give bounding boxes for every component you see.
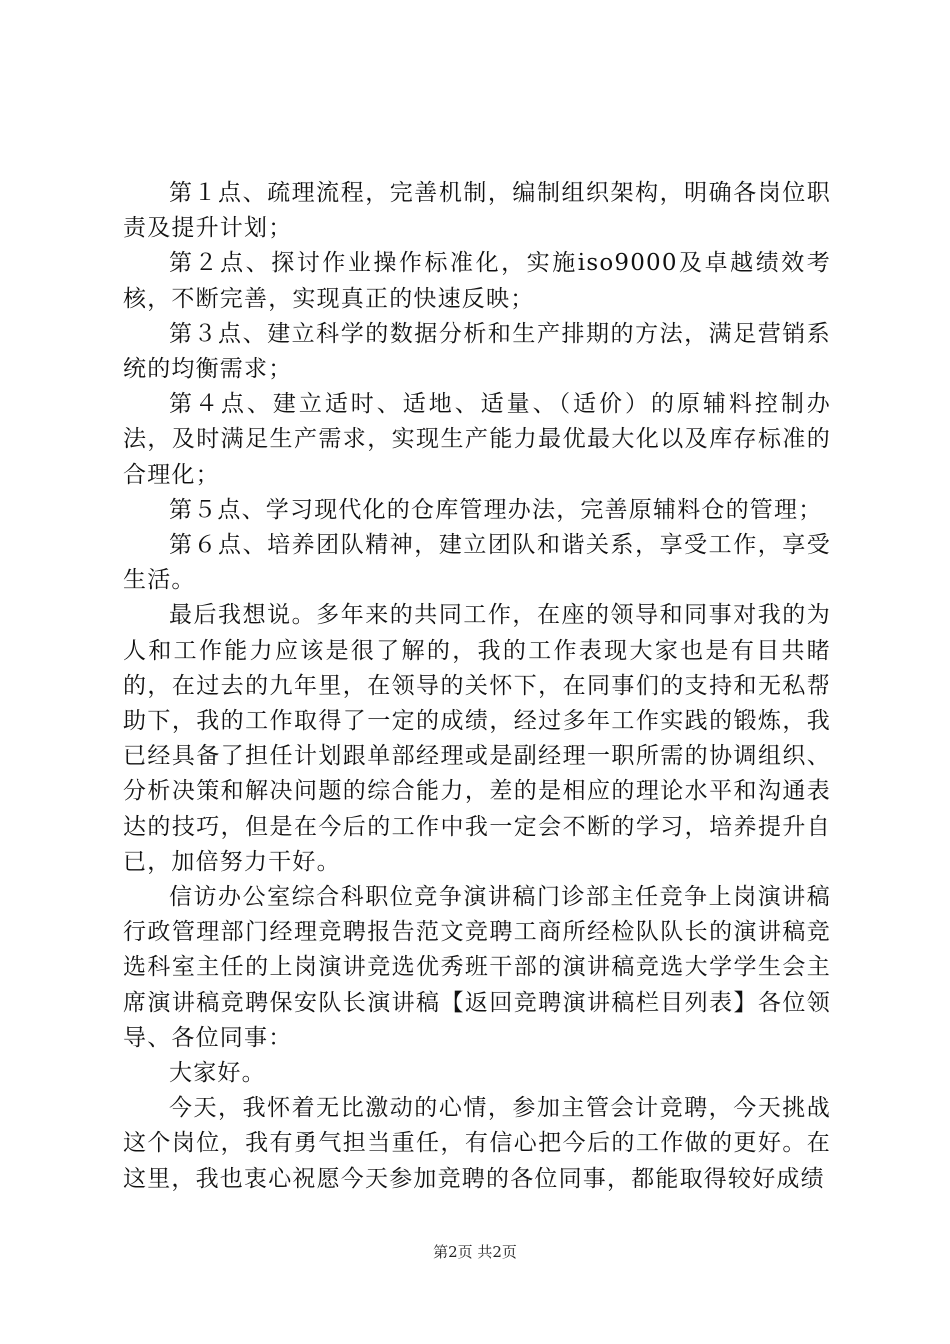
- paragraph-point-1: 第１点、疏理流程，完善机制，编制组织架构，明确各岗位职责及提升计划；: [123, 180, 831, 242]
- paragraph-speech-opening: 今天，我怀着无比激动的心情，参加主管会计竞聘，今天挑战这个岗位，我有勇气担当重任，有信心把今后的工作做的更好。在这里，我也衷心祝愿今天参加竞聘的各位同事，都能取得较好成绩: [123, 1095, 831, 1192]
- paragraph-greeting: 大家好。: [169, 1060, 266, 1087]
- document-body: [123, 176, 831, 1197]
- paragraph-point-6: 第６点、培养团队精神，建立团队和谐关系，享受工作，享受生活。: [123, 532, 831, 594]
- paragraph-point-3: 第３点、建立科学的数据分析和生产排期的方法，满足营销系统的均衡需求；: [123, 320, 831, 383]
- paragraph-related-links: 信访办公室综合科职位竞争演讲稿门诊部主任竞争上岗演讲稿行政管理部门经理竞聘报告范文竞聘工商所经检队队长的演讲稿竞选科室主任的上岗演讲竞选优秀班干部的演讲稿竞选大学学生会主席演讲稿竞聘保安队长演讲稿【返回竞聘演讲稿栏目列表】各位领导、各位同事：: [123, 884, 831, 1051]
- paragraph-closing: 最后我想说。多年来的共同工作，在座的领导和同事对我的为人和工作能力应该是很了解的，我的工作表现大家也是有目共睹的，在过去的九年里，在领导的关怀下，在同事们的支持和无私帮助下，我的工作取得了一定的成绩，经过多年工作实践的锻炼，我已经具备了担任计划跟单部经理或是副经理一职所需的协调组织、分析决策和解决问题的综合能力，差的是相应的理论水平和沟通表达的技巧，但是在今后的工作中我一定会不断的学习，培养提升自已，加倍努力干好。: [123, 602, 831, 875]
- page-number-footer: 第2页 共2页: [433, 1243, 517, 1261]
- paragraph-point-4: 第４点、建立适时、适地、适量、（适价）的原辅料控制办法，及时满足生产需求，实现生产能力最优最大化以及库存标准的合理化；: [123, 391, 831, 488]
- paragraph-point-5: 第５点、学习现代化的仓库管理办法，完善原辅料仓的管理；: [169, 496, 823, 523]
- paragraph-point-2: 第２点、探讨作业操作标准化，实施iso9000及卓越绩效考核，不断完善，实现真正的快速反映；: [123, 250, 831, 312]
